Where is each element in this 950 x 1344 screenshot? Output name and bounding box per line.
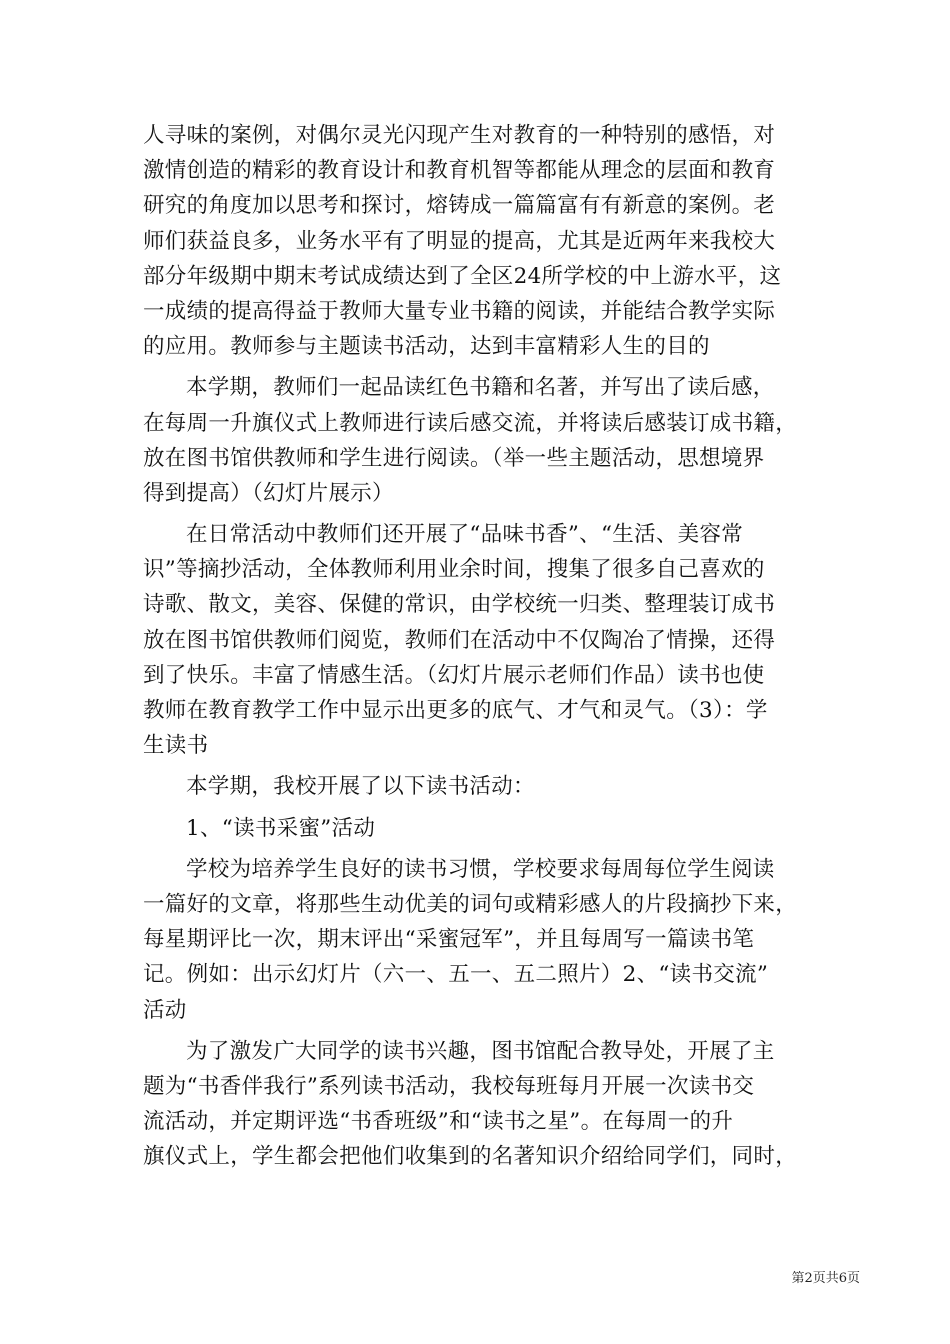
text-line: 师们获益良多，业务水平有了明显的提高，尤其是近两年来我校大 — [143, 228, 776, 254]
text-line: 研究的角度加以思考和探讨，熔铸成一篇篇富有有新意的案例。老 — [143, 193, 776, 219]
paragraph — [143, 811, 810, 846]
text-line: 每星期评比一次，期末评出“采蜜冠军”，并且每周写一篇读书笔 — [143, 927, 755, 953]
paragraph — [143, 852, 810, 1028]
text-line: 在日常活动中教师们还开展了“品味书香”、“生活、美容常 — [186, 522, 744, 548]
text-line: 题为“书香伴我行”系列读书活动，我校每班每月开展一次读书交 — [143, 1073, 755, 1099]
page-number: 第2页共6页 — [791, 1271, 860, 1286]
text-line: 本学期，教师们一起品读红色书籍和名著，并写出了读后感， — [186, 375, 775, 401]
text-line: 识”等摘抄活动，全体教师利用业余时间，搜集了很多自己喜欢的 — [143, 557, 765, 583]
text-line: 教师在教育教学工作中显示出更多的底气、才气和灵气。（3）：学 — [143, 698, 768, 723]
text-line: 诗歌、散文，美容、保健的常识，由学校统一归类、整理装订成书 — [143, 592, 776, 618]
text-line: 旗仪式上，学生都会把他们收集到的名著知识介绍给同学们，同时， — [143, 1144, 798, 1170]
paragraph — [143, 118, 810, 364]
text-line: 得到提高）（幻灯片展示） — [143, 480, 394, 506]
paragraph — [143, 370, 810, 511]
text-line: 部分年级期中期末考试成绩达到了全区24所学校的中上游水平，这 — [143, 263, 782, 289]
text-line: 一篇好的文章，将那些生动优美的词句或精彩感人的片段摘抄下来， — [143, 891, 798, 917]
paragraph — [143, 769, 810, 804]
text-line: 流活动，并定期评选“书香班级”和“读书之星”。在每周一的升 — [143, 1109, 734, 1135]
text-line: 一成绩的提高得益于教师大量专业书籍的阅读，并能结合教学实际 — [143, 298, 776, 324]
text-line: 放在图书馆供教师们阅览，教师们在活动中不仅陶冶了情操，还得 — [143, 627, 776, 653]
paragraph — [143, 517, 810, 763]
text-line: 本学期，我校开展了以下读书活动： — [186, 774, 535, 800]
text-line: 活动 — [143, 997, 187, 1023]
text-line: 学校为培养学生良好的读书习惯，学校要求每周每位学生阅读 — [186, 856, 775, 882]
text-line: 激情创造的精彩的教育设计和教育机智等都能从理念的层面和教育 — [143, 158, 776, 184]
text-line: 的应用。教师参与主题读书活动，达到丰富精彩人生的目的 — [143, 334, 710, 360]
text-line: 为了激发广大同学的读书兴趣，图书馆配合教导处，开展了主 — [186, 1038, 775, 1064]
text-line: 到了快乐。丰富了情感生活。（幻灯片展示老师们作品）读书也使 — [143, 662, 765, 688]
text-line: 人寻味的案例，对偶尔灵光闪现产生对教育的一种特别的感悟，对 — [143, 123, 776, 148]
text-line: 1、“读书采蜜”活动 — [186, 815, 376, 841]
text-line: 在每周一升旗仪式上教师进行读后感交流，并将读后感装订成书籍， — [143, 410, 798, 436]
text-line: 生读书 — [143, 733, 209, 759]
text-line: 记。例如：出示幻灯片（六一、五一、五二照片）2、“读书交流” — [143, 962, 769, 988]
paragraph — [143, 1034, 810, 1175]
document-body — [143, 118, 810, 1174]
text-line: 放在图书馆供教师和学生进行阅读。（举一些主题活动，思想境界 — [143, 445, 765, 471]
